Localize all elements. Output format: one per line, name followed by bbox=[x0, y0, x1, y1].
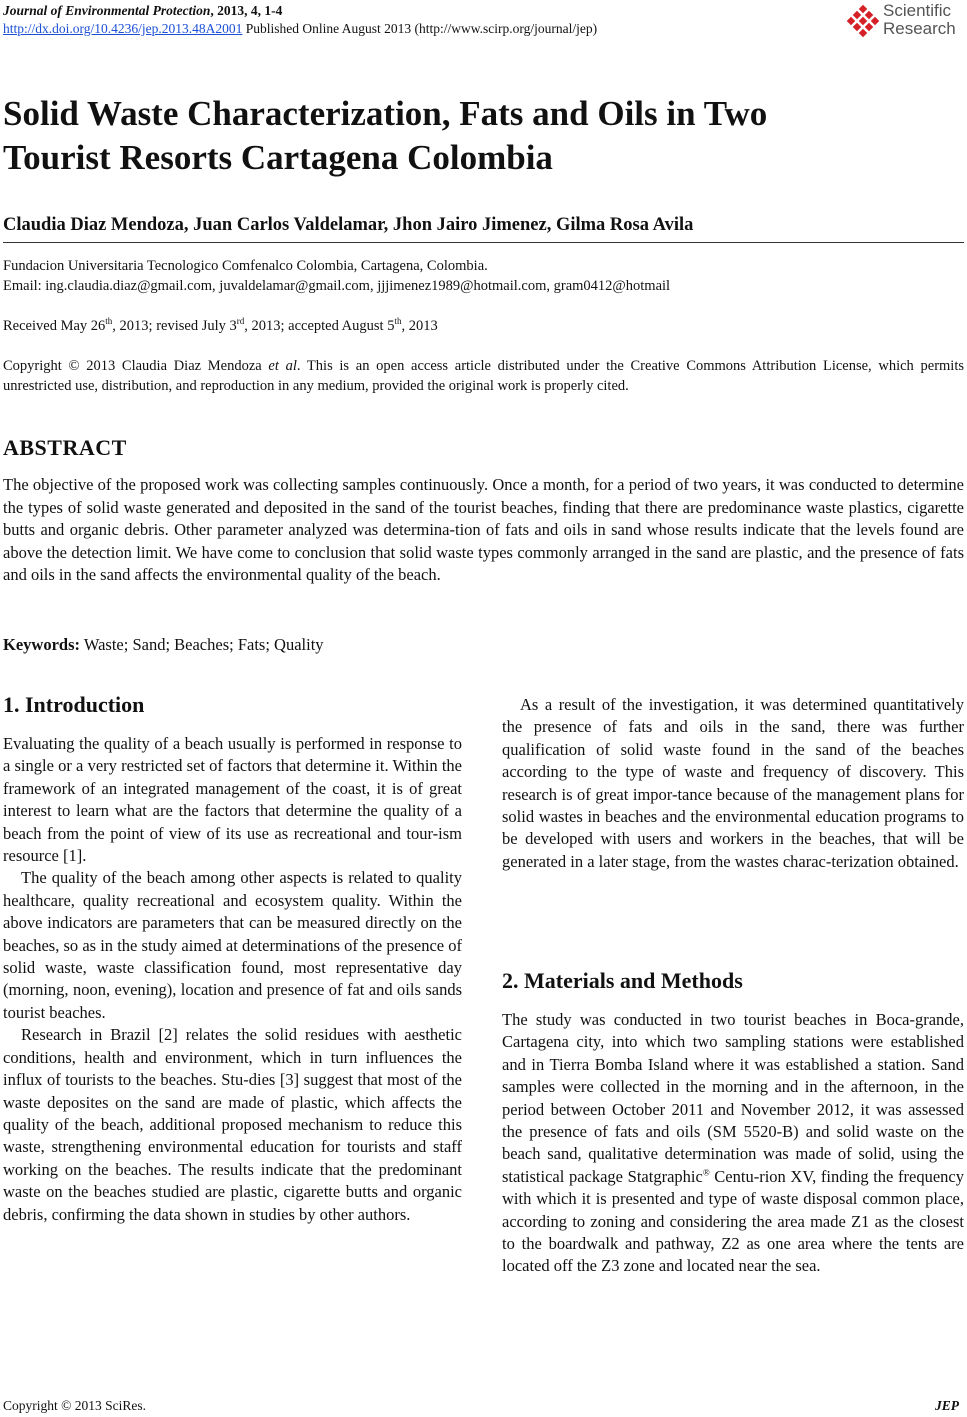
copyright-text: Copyright © 2013 Claudia Diaz Mendoza bbox=[3, 358, 269, 374]
ordinal-suffix: th bbox=[105, 316, 113, 327]
license-text: . This is an open access article distributed under the Creative Commons Attribution License, which permits unrestricted use, distribution, and reproduction in any medium, provided the original work is properly cited. bbox=[3, 358, 964, 394]
received-date: Received May 26 bbox=[3, 318, 106, 334]
paragraph bbox=[502, 1009, 964, 1278]
ordinal-suffix: th bbox=[394, 316, 402, 327]
author-list: Claudia Diaz Mendoza, Juan Carlos Valdelamar, Jhon Jairo Jimenez, Gilma Rosa Avila bbox=[3, 215, 694, 235]
right-column-intro bbox=[502, 694, 964, 873]
publication-line bbox=[3, 21, 597, 37]
registered-mark: ® bbox=[702, 1167, 710, 1178]
footer-journal-abbrev: JEP bbox=[934, 1398, 959, 1413]
author-emails: Email: ing.claudia.diaz@gmail.com, juvaldelamar@gmail.com, jjjimenez1989@hotmail.com, gram0412@hotmail bbox=[3, 278, 671, 294]
left-column bbox=[3, 733, 462, 1226]
methods-text: The study was conducted in two tourist beaches in Boca-grande, Cartagena city, into which two sampling stations were established and in Tierra Bomba Island where it was established a station. Sand samples were collected in the morning and in the afternoon, in the period between October 2011 and November 2012, it was assessed the presence of fats and oils (SM 5520-B) and solid waste on the beach sand, qualitative determination was made of solid, using the statistical package Statgraphic bbox=[502, 1010, 964, 1186]
section-heading-materials-methods: 2. Materials and Methods bbox=[502, 968, 743, 993]
title-line-2: Tourist Resorts Cartagena Colombia bbox=[3, 138, 553, 177]
scirp-diamond-logo-icon bbox=[845, 5, 881, 41]
right-column-methods bbox=[502, 1009, 964, 1278]
publisher-logo bbox=[843, 2, 963, 44]
et-al: et al bbox=[268, 358, 297, 374]
paper-title bbox=[3, 92, 943, 180]
title-line-1: Solid Waste Characterization, Fats and Oils in Two bbox=[3, 94, 768, 133]
logo-line-1: Scientific bbox=[883, 1, 952, 20]
doi-link[interactable]: http://dx.doi.org/10.4236/jep.2013.48A2001 bbox=[3, 21, 243, 36]
section-heading-introduction: 1. Introduction bbox=[3, 692, 145, 717]
ordinal-suffix: rd bbox=[236, 316, 245, 327]
abstract-heading: ABSTRACT bbox=[3, 435, 127, 460]
paragraph: The quality of the beach among other aspects is related to quality healthcare, quality recreational and ecosystem quality. Within the above indicators are parameters that can be measured directly on the beaches, so as in the study aimed at determinations of the presence of solid waste, waste classification found, most representative day (morning, noon, evening), location and presence of fat and oils sands tourist beaches. bbox=[3, 868, 462, 1022]
published-online-text: Published Online August 2013 (http://www.scirp.org/journal/jep) bbox=[242, 21, 598, 36]
affiliation: Fundacion Universitaria Tecnologico Comfenalco Colombia, Cartagena, Colombia. bbox=[3, 258, 488, 274]
keywords-line bbox=[3, 635, 324, 655]
copyright-notice bbox=[3, 356, 964, 396]
abstract-body: The objective of the proposed work was collecting samples continuously. Once a month, for a period of two years, it was conducted to determine the types of solid waste generated and deposited in the sand of the tourist beaches, finding that there are predominance waste plastics, cigarette butts and organic debris. Other parameter analyzed was determina-tion of fats and oils in sand whose results indicate that the levels found are above the detection limit. We have come to conclusion that solid waste types commonly arranged in the sand are plastic, and the presence of fats and oils in the sand affects the environmental quality of the beach. bbox=[3, 475, 964, 585]
methods-text-cont: Centu-rion XV, finding the frequency with which it is presented and type of waste disposal common place, according to zoning and considering the area made Z1 as the closest to the boardwalk and pathway, Z2 as one area where the tents are located off the Z3 zone and located near the sea. bbox=[502, 1166, 964, 1276]
accepted-date: , 2013; accepted August 5 bbox=[244, 318, 395, 334]
year: , 2013 bbox=[401, 318, 438, 334]
journal-citation bbox=[3, 3, 282, 19]
footer-copyright: Copyright © 2013 SciRes. bbox=[3, 1398, 147, 1413]
keywords-list: Waste; Sand; Beaches; Fats; Quality bbox=[80, 635, 324, 654]
received-dates bbox=[3, 316, 438, 336]
paragraph: As a result of the investigation, it was determined quantitatively the presence of fats and oils in the sand, there was further qualification of solid waste found in the sand of the beaches according to the type of waste and frequency of discovery. This research is of great impor-tance because of the management plans for solid wastes in beaches and the environmental education programs to be developed with users and workers in the beaches, that will be generated in a later stage, from the wastes charac-terization obtained. bbox=[502, 695, 964, 871]
journal-name: Journal of Environmental Protection bbox=[3, 3, 211, 18]
header-divider bbox=[3, 242, 964, 243]
logo-line-2: Research bbox=[883, 19, 956, 38]
paragraph: Evaluating the quality of a beach usually is performed in response to a single or a very restricted set of factors that determine it. Within the framework of an integrated management of the coast, it is of great interest to learn what are the factors that determine the quality of a beach from the point of view of its use as recreational and tour-ism resource [1]. bbox=[3, 734, 462, 866]
logo-wordmark bbox=[883, 2, 956, 38]
revised-date: , 2013; revised July 3 bbox=[112, 318, 237, 334]
paragraph: Research in Brazil [2] relates the solid residues with aesthetic conditions, health and environment, which in turn influences the influx of tourists to the beaches. Stu-dies [3] suggest that most of the waste deposites on the sand are made of plastic, which affects the quality of the beach, additional proposed mechanism to reduce this waste, strengthening environmental education for tourists and staff working on the beaches. The results indicate that the predominant waste on the beaches studied are plastic, cigarette butts and organic debris, confirming the data shown in studies by other authors. bbox=[3, 1025, 462, 1224]
keywords-label: Keywords: bbox=[3, 635, 80, 654]
journal-volume: , 2013, 4, 1-4 bbox=[210, 3, 283, 18]
